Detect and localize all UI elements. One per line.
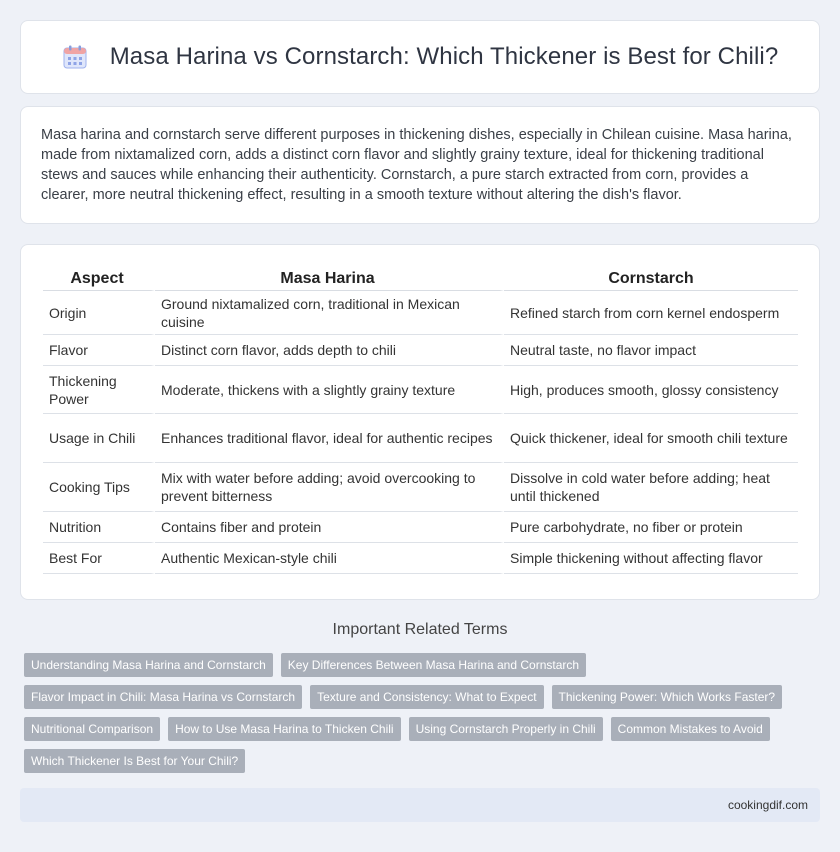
comparison-table xyxy=(43,265,798,574)
row-cornstarch: Quick thickener, ideal for smooth chili texture xyxy=(504,414,798,463)
related-term-tag[interactable]: How to Use Masa Harina to Thicken Chili xyxy=(168,717,401,741)
row-cornstarch: Pure carbohydrate, no fiber or protein xyxy=(504,512,798,543)
related-term-tag[interactable]: Common Mistakes to Avoid xyxy=(611,717,770,741)
row-masa-harina: Enhances traditional flavor, ideal for authentic recipes xyxy=(155,414,504,463)
page-title: Masa Harina vs Cornstarch: Which Thickener is Best for Chili? xyxy=(109,43,779,70)
table-row xyxy=(43,463,798,512)
related-terms-list xyxy=(24,653,804,781)
table-row xyxy=(43,414,798,463)
related-term-tag[interactable]: Thickening Power: Which Works Faster? xyxy=(552,685,783,709)
table-row xyxy=(43,335,798,366)
row-masa-harina: Ground nixtamalized corn, traditional in Mexican cuisine xyxy=(155,291,504,335)
related-term-tag[interactable]: Nutritional Comparison xyxy=(24,717,160,741)
tag-row xyxy=(24,717,804,741)
row-cornstarch: Dissolve in cold water before adding; heat until thickened xyxy=(504,463,798,512)
header-card xyxy=(20,20,820,94)
related-term-tag[interactable]: Flavor Impact in Chili: Masa Harina vs Cornstarch xyxy=(24,685,302,709)
title-wrap xyxy=(62,43,779,71)
row-aspect: Flavor xyxy=(43,335,155,366)
row-cornstarch: Neutral taste, no flavor impact xyxy=(504,335,798,366)
related-term-tag[interactable]: Texture and Consistency: What to Expect xyxy=(310,685,543,709)
header-cornstarch: Cornstarch xyxy=(504,265,798,291)
footer xyxy=(20,788,820,822)
related-term-tag[interactable]: Which Thickener Is Best for Your Chili? xyxy=(24,749,245,773)
row-cornstarch: Simple thickening without affecting flavor xyxy=(504,543,798,574)
row-masa-harina: Contains fiber and protein xyxy=(155,512,504,543)
row-cornstarch: High, produces smooth, glossy consistency xyxy=(504,366,798,414)
table-row xyxy=(43,543,798,574)
calendar-icon xyxy=(62,44,88,70)
related-term-tag[interactable]: Key Differences Between Masa Harina and Cornstarch xyxy=(281,653,586,677)
tag-row xyxy=(24,749,804,773)
row-cornstarch: Refined starch from corn kernel endosperm xyxy=(504,291,798,335)
intro-paragraph: Masa harina and cornstarch serve different purposes in thickening dishes, especially in Chilean cuisine. Masa harina, made from nixtamalized corn, adds a distinct corn flavor and slightly grainy texture, ideal for thickening traditional stews and sauces while enhancing their authenticity. Cornstarch, a pure starch extracted from corn, provides a clearer, more neutral thickening effect, resulting in a smooth texture without altering the dish's flavor. xyxy=(41,127,792,203)
tag-row xyxy=(24,653,804,677)
row-aspect: Cooking Tips xyxy=(43,463,155,512)
related-term-tag[interactable]: Understanding Masa Harina and Cornstarch xyxy=(24,653,273,677)
row-aspect: Usage in Chili xyxy=(43,414,155,463)
table-row xyxy=(43,366,798,414)
table-row xyxy=(43,291,798,335)
row-masa-harina: Moderate, thickens with a slightly grainy texture xyxy=(155,366,504,414)
tag-row xyxy=(24,685,804,709)
header-aspect: Aspect xyxy=(43,265,155,291)
intro-card xyxy=(20,106,820,224)
row-masa-harina: Distinct corn flavor, adds depth to chili xyxy=(155,335,504,366)
table-row xyxy=(43,512,798,543)
related-terms-title: Important Related Terms xyxy=(332,621,508,638)
row-aspect: Nutrition xyxy=(43,512,155,543)
comparison-card xyxy=(20,244,820,600)
row-aspect: Best For xyxy=(43,543,155,574)
row-aspect: Origin xyxy=(43,291,155,335)
footer-site[interactable]: cookingdif.com xyxy=(727,798,808,812)
row-aspect: Thickening Power xyxy=(43,366,155,414)
row-masa-harina: Mix with water before adding; avoid overcooking to prevent bitterness xyxy=(155,463,504,512)
table-header-row xyxy=(43,265,798,291)
header-masa-harina: Masa Harina xyxy=(155,265,504,291)
related-term-tag[interactable]: Using Cornstarch Properly in Chili xyxy=(409,717,603,741)
row-masa-harina: Authentic Mexican-style chili xyxy=(155,543,504,574)
